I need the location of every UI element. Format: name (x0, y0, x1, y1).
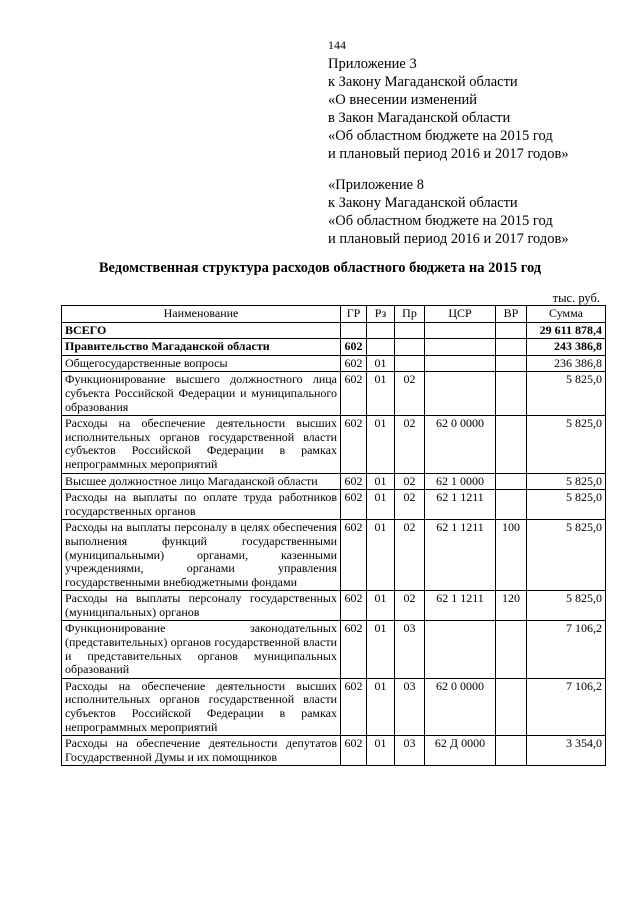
column-header-name: Наименование (62, 306, 341, 323)
cell-name: Расходы на обеспечение деятельности высших исполнительных органов государственной власти субъектов Российской Федерации в рамках непрограммных мероприятий (62, 678, 341, 735)
cell-sum: 5 825,0 (527, 490, 606, 520)
budget-table (61, 305, 606, 766)
appendix-line: к Закону Магаданской области (328, 195, 518, 211)
table-header-row (62, 306, 606, 323)
table-row (62, 621, 606, 678)
cell-name: Высшее должностное лицо Магаданской области (62, 473, 341, 490)
appendix-line: «Об областном бюджете на 2015 год (328, 213, 553, 229)
cell-rz: 01 (367, 678, 395, 735)
cell-name: Расходы на обеспечение деятельности депутатов Государственной Думы и их помощников (62, 736, 341, 766)
cell-name: Расходы на обеспечение деятельности высших исполнительных органов государственной власти субъектов Российской Федерации в рамках непрограммных мероприятий (62, 416, 341, 473)
cell-vr (496, 490, 527, 520)
cell-csr (425, 322, 496, 339)
cell-pr: 02 (395, 473, 425, 490)
appendix-line: и плановый период 2016 и 2017 годов» (328, 146, 569, 162)
table-row (62, 372, 606, 416)
appendix-header (328, 55, 628, 163)
cell-gr: 602 (341, 678, 367, 735)
appendix-line: Приложение 3 (328, 56, 417, 72)
table-row (62, 416, 606, 473)
cell-pr: 02 (395, 490, 425, 520)
cell-vr (496, 473, 527, 490)
cell-rz: 01 (367, 520, 395, 591)
appendix-line: к Закону Магаданской области (328, 74, 518, 90)
cell-sum: 5 825,0 (527, 520, 606, 591)
cell-rz (367, 322, 395, 339)
cell-gr: 602 (341, 473, 367, 490)
cell-vr (496, 621, 527, 678)
cell-sum: 7 106,2 (527, 621, 606, 678)
cell-name: ВСЕГО (62, 322, 341, 339)
cell-gr (341, 322, 367, 339)
document-title: Ведомственная структура расходов областного бюджета на 2015 год (98, 260, 542, 276)
table-row (62, 736, 606, 766)
cell-vr (496, 416, 527, 473)
cell-pr (395, 339, 425, 356)
cell-rz: 01 (367, 591, 395, 621)
cell-gr: 602 (341, 736, 367, 766)
table-body (62, 322, 606, 766)
cell-vr (496, 322, 527, 339)
cell-gr: 602 (341, 355, 367, 372)
cell-rz: 01 (367, 490, 395, 520)
cell-pr: 02 (395, 591, 425, 621)
cell-csr: 62 1 1211 (425, 490, 496, 520)
column-header-pr: Пр (395, 306, 425, 323)
cell-vr: 120 (496, 591, 527, 621)
cell-pr: 02 (395, 520, 425, 591)
appendix-line: и плановый период 2016 и 2017 годов» (328, 231, 569, 247)
cell-rz: 01 (367, 416, 395, 473)
cell-sum: 236 386,8 (527, 355, 606, 372)
appendix-line: в Закон Магаданской области (328, 110, 511, 126)
appendix-line: «Об областном бюджете на 2015 год (328, 128, 553, 144)
cell-rz: 01 (367, 473, 395, 490)
cell-gr: 602 (341, 490, 367, 520)
cell-name: Расходы на выплаты персоналу государственных (муниципальных) органов (62, 591, 341, 621)
cell-pr: 02 (395, 416, 425, 473)
table-row (62, 339, 606, 356)
cell-csr: 62 1 1211 (425, 591, 496, 621)
table-row (62, 355, 606, 372)
cell-sum: 5 825,0 (527, 473, 606, 490)
cell-rz: 01 (367, 736, 395, 766)
cell-pr: 03 (395, 621, 425, 678)
cell-name: Функционирование высшего должностного лица субъекта Российской Федерации и муниципального образования (62, 372, 341, 416)
cell-sum: 5 825,0 (527, 591, 606, 621)
cell-name: Функционирование законодательных (представительных) органов государственной власти и представительных органов муниципальных образований (62, 621, 341, 678)
cell-vr (496, 339, 527, 356)
cell-name: Правительство Магаданской области (62, 339, 341, 356)
cell-name: Расходы на выплаты персоналу в целях обеспечения выполнения функций государственными (муниципальными) органами, казенными учреждениями, органами управления государственными внебюджетными фондами (62, 520, 341, 591)
cell-csr (425, 355, 496, 372)
cell-gr: 602 (341, 372, 367, 416)
cell-sum: 243 386,8 (527, 339, 606, 356)
table-row (62, 520, 606, 591)
column-header-csr: ЦСР (425, 306, 496, 323)
units-label: тыс. руб. (552, 291, 600, 305)
cell-rz (367, 339, 395, 356)
cell-rz: 01 (367, 372, 395, 416)
cell-pr (395, 322, 425, 339)
cell-name: Расходы на выплаты по оплате труда работников государственных органов (62, 490, 341, 520)
cell-gr: 602 (341, 339, 367, 356)
cell-gr: 602 (341, 591, 367, 621)
table-row (62, 591, 606, 621)
cell-csr (425, 621, 496, 678)
cell-pr (395, 355, 425, 372)
column-header-sum: Сумма (527, 306, 606, 323)
cell-pr: 02 (395, 372, 425, 416)
cell-csr: 62 1 1211 (425, 520, 496, 591)
cell-sum: 5 825,0 (527, 416, 606, 473)
cell-vr: 100 (496, 520, 527, 591)
cell-sum: 29 611 878,4 (527, 322, 606, 339)
cell-csr: 62 0 0000 (425, 678, 496, 735)
cell-gr: 602 (341, 621, 367, 678)
cell-pr: 03 (395, 736, 425, 766)
cell-sum: 3 354,0 (527, 736, 606, 766)
cell-vr (496, 372, 527, 416)
cell-vr (496, 736, 527, 766)
column-header-gr: ГР (341, 306, 367, 323)
cell-csr: 62 1 0000 (425, 473, 496, 490)
table-row (62, 678, 606, 735)
cell-csr (425, 372, 496, 416)
appendix-sub-header (328, 176, 628, 248)
table-row (62, 473, 606, 490)
appendix-line: «О внесении изменений (328, 92, 478, 108)
table-row (62, 490, 606, 520)
column-header-rz: Рз (367, 306, 395, 323)
cell-vr (496, 355, 527, 372)
cell-sum: 5 825,0 (527, 372, 606, 416)
cell-name: Общегосударственные вопросы (62, 355, 341, 372)
cell-pr: 03 (395, 678, 425, 735)
table-row (62, 322, 606, 339)
cell-sum: 7 106,2 (527, 678, 606, 735)
column-header-vr: ВР (496, 306, 527, 323)
cell-gr: 602 (341, 416, 367, 473)
cell-csr: 62 Д 0000 (425, 736, 496, 766)
appendix-line: «Приложение 8 (328, 177, 424, 193)
cell-vr (496, 678, 527, 735)
cell-gr: 602 (341, 520, 367, 591)
cell-csr: 62 0 0000 (425, 416, 496, 473)
cell-csr (425, 339, 496, 356)
cell-rz: 01 (367, 621, 395, 678)
page-number: 144 (328, 38, 346, 52)
cell-rz: 01 (367, 355, 395, 372)
